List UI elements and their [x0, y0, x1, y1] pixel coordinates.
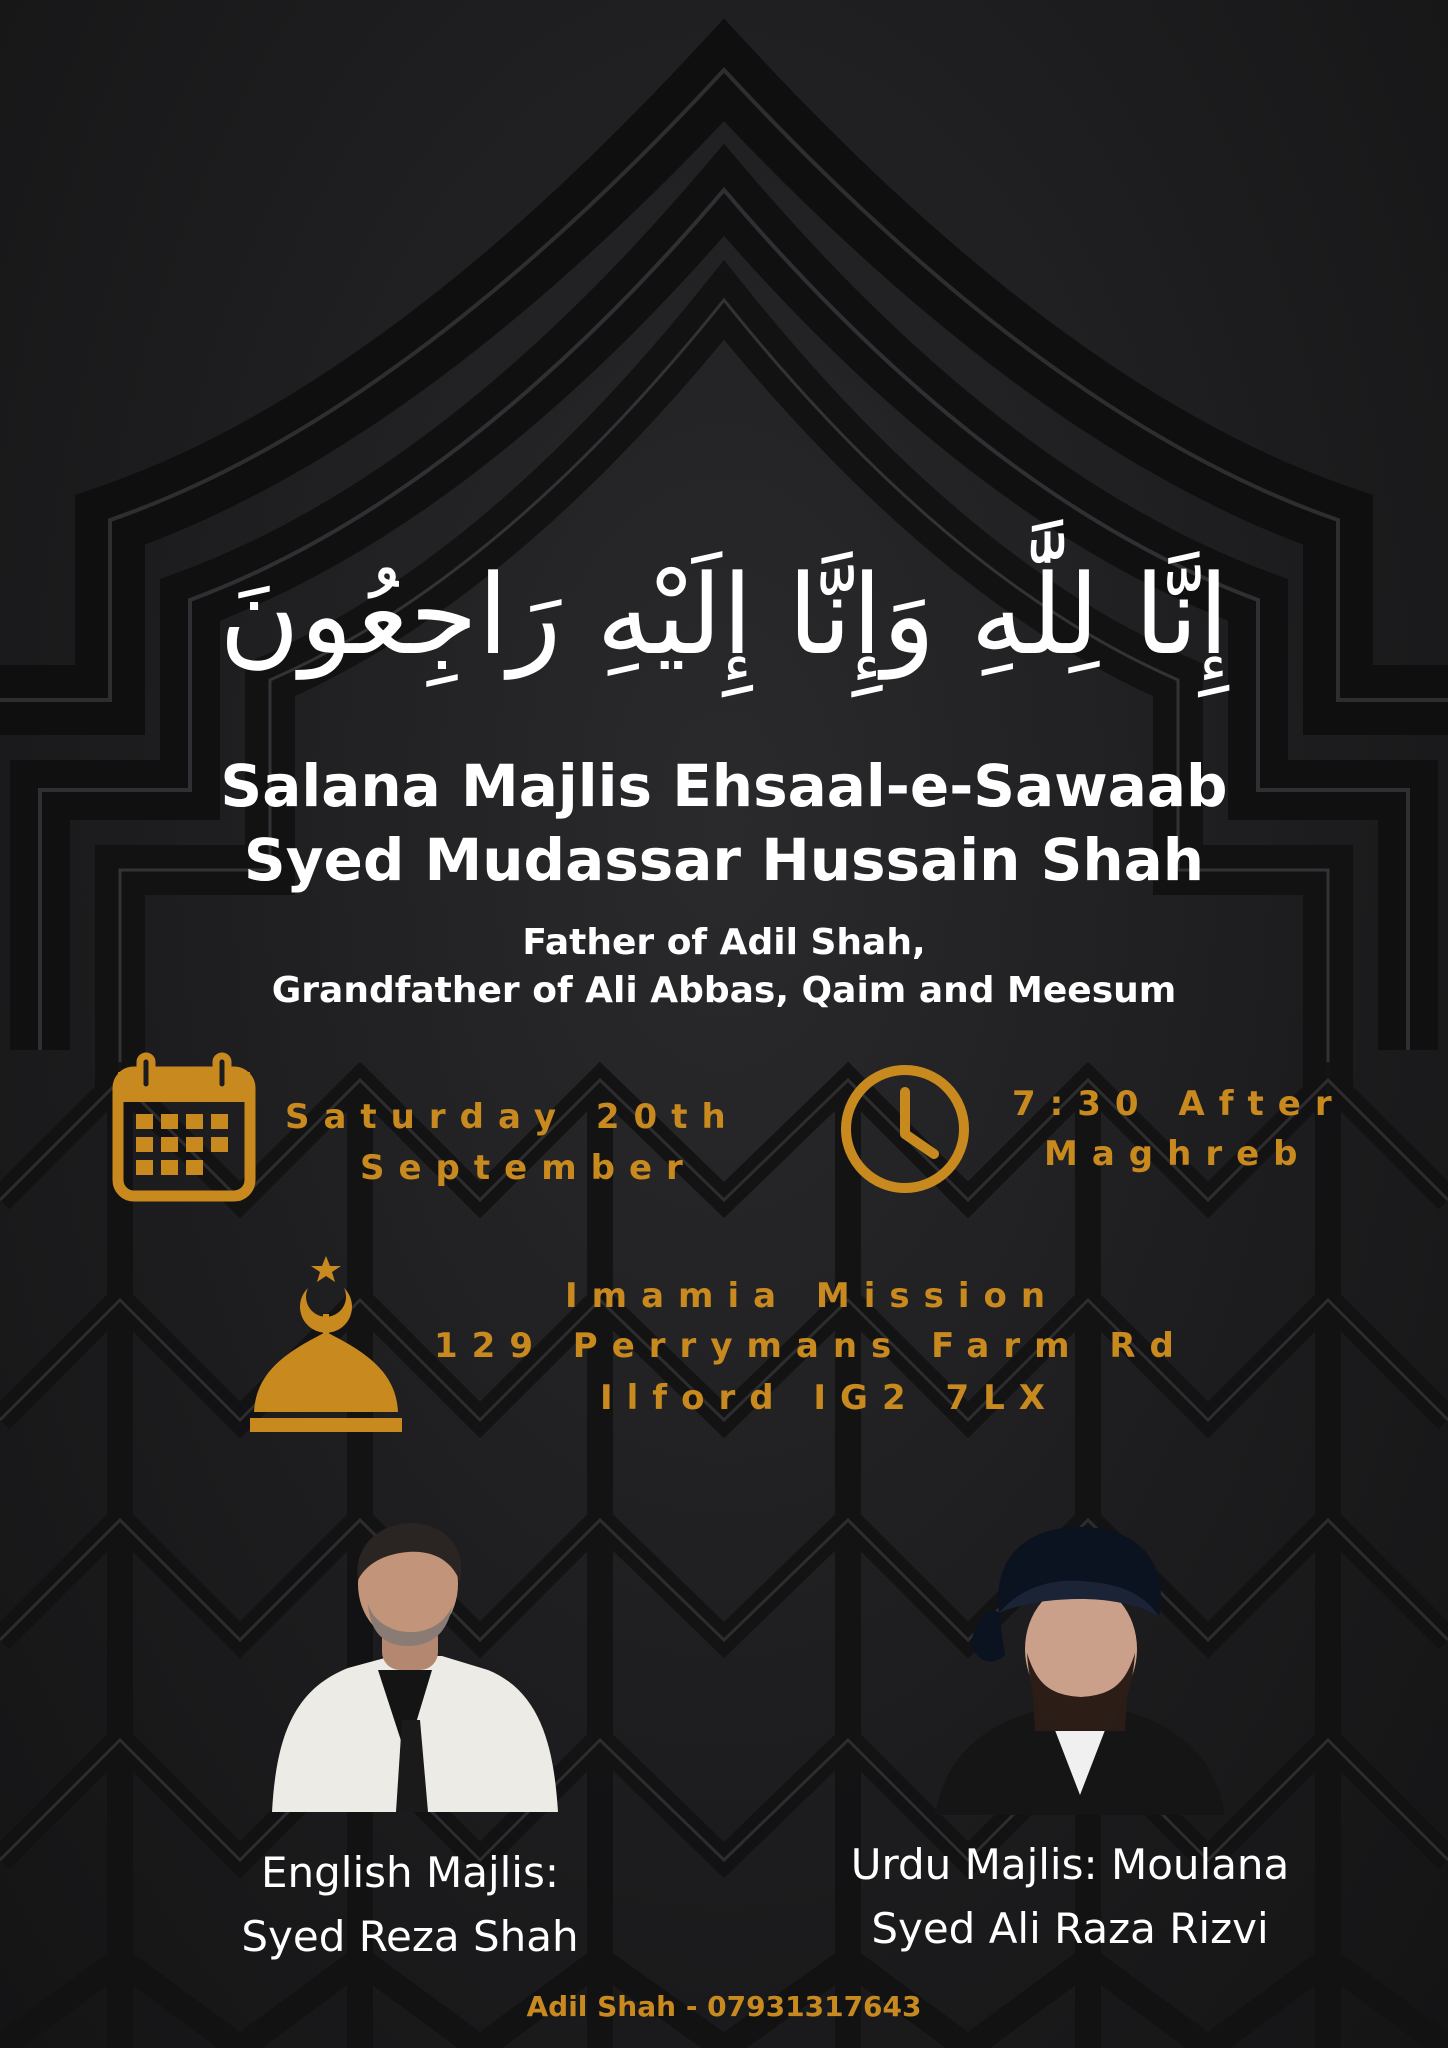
- clock-icon: [838, 1062, 972, 1196]
- time-line-2: Maghreb: [1044, 1134, 1312, 1174]
- date-line-2: September: [360, 1148, 697, 1188]
- speaker-photo-rizvi: [935, 1525, 1225, 1815]
- title-line-1: Salana Majlis Ehsaal-e-Sawaab: [220, 752, 1228, 820]
- venue-line-3: Ilford IG2 7LX: [600, 1378, 1059, 1418]
- subtitle-line-1: Father of Adil Shah,: [522, 922, 926, 963]
- arabic-calligraphy: إِنَّا لِلَّٰهِ وَإِنَّا إِلَيْهِ رَاجِعُونَ: [219, 551, 1229, 679]
- venue-line-1: Imamia Mission: [565, 1276, 1060, 1316]
- urdu-majlis-label: Urdu Majlis: Moulana: [850, 1840, 1290, 1889]
- calendar-icon: [112, 1052, 256, 1202]
- mosque-dome-icon: [246, 1252, 406, 1434]
- venue-line-2: 129 Perrymans Farm Rd: [434, 1326, 1188, 1366]
- subtitle-line-2: Grandfather of Ali Abbas, Qaim and Meesum: [271, 970, 1177, 1011]
- time-line-1: 7:30 After: [1012, 1084, 1346, 1124]
- title-line-2: Syed Mudassar Hussain Shah: [243, 826, 1205, 894]
- date-line-1: Saturday 20th: [285, 1097, 740, 1137]
- english-majlis-label: English Majlis:: [260, 1848, 560, 1897]
- contact-info: Adil Shah - 07931317643: [526, 1990, 922, 2023]
- english-majlis-speaker: Syed Reza Shah: [241, 1912, 579, 1961]
- urdu-majlis-speaker: Syed Ali Raza Rizvi: [871, 1904, 1269, 1953]
- speaker-photo-reza: [252, 1520, 564, 1812]
